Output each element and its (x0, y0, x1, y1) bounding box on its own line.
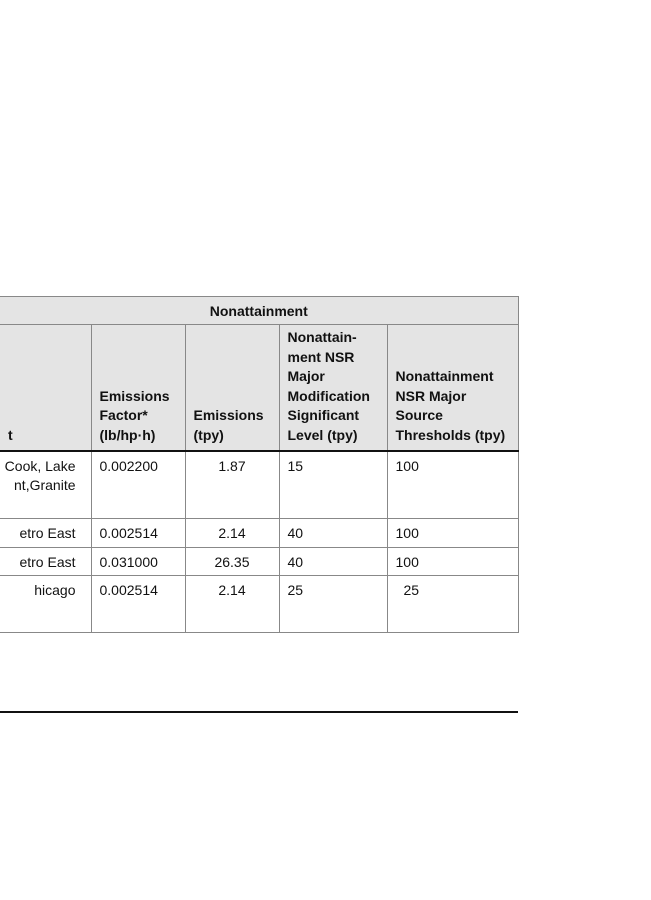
column-header-area: t (0, 325, 91, 452)
cell-significant-level: 40 (279, 519, 387, 548)
cell-area: Cook, Lake nt,Granite (0, 451, 91, 519)
table-row (0, 519, 518, 548)
table-row (0, 451, 518, 519)
cell-emissions: 26.35 (185, 548, 279, 576)
column-header-significant-level: Nonattain- ment NSR Major Modification Significant Level (tpy) (279, 325, 387, 452)
cell-area: etro East (0, 519, 91, 548)
cell-emissions: 2.14 (185, 576, 279, 633)
cell-emissions: 2.14 (185, 519, 279, 548)
cell-source-threshold: 100 (387, 451, 518, 519)
cell-emissions-factor: 0.002200 (91, 451, 185, 519)
cell-source-threshold: 25 (387, 576, 518, 633)
column-header-row (0, 325, 518, 452)
horizontal-rule (0, 711, 518, 713)
group-header-nonattainment: Nonattainment (0, 297, 518, 325)
table-row (0, 548, 518, 576)
cell-emissions: 1.87 (185, 451, 279, 519)
cell-area: hicago (0, 576, 91, 633)
cell-area: etro East (0, 548, 91, 576)
cell-significant-level: 15 (279, 451, 387, 519)
column-header-emissions-factor: Emissions Factor* (lb/hp·h) (91, 325, 185, 452)
column-header-source-thresholds: Nonattainment NSR Major Source Thresholds (tpy) (387, 325, 518, 452)
cell-source-threshold: 100 (387, 519, 518, 548)
column-header-emissions: Emissions (tpy) (185, 325, 279, 452)
cell-source-threshold: 100 (387, 548, 518, 576)
cell-emissions-factor: 0.031000 (91, 548, 185, 576)
cell-emissions-factor: 0.002514 (91, 519, 185, 548)
cell-significant-level: 40 (279, 548, 387, 576)
nonattainment-emissions-table (0, 296, 519, 633)
table-row (0, 576, 518, 633)
cell-significant-level: 25 (279, 576, 387, 633)
cell-emissions-factor: 0.002514 (91, 576, 185, 633)
emissions-table-container (0, 296, 518, 633)
